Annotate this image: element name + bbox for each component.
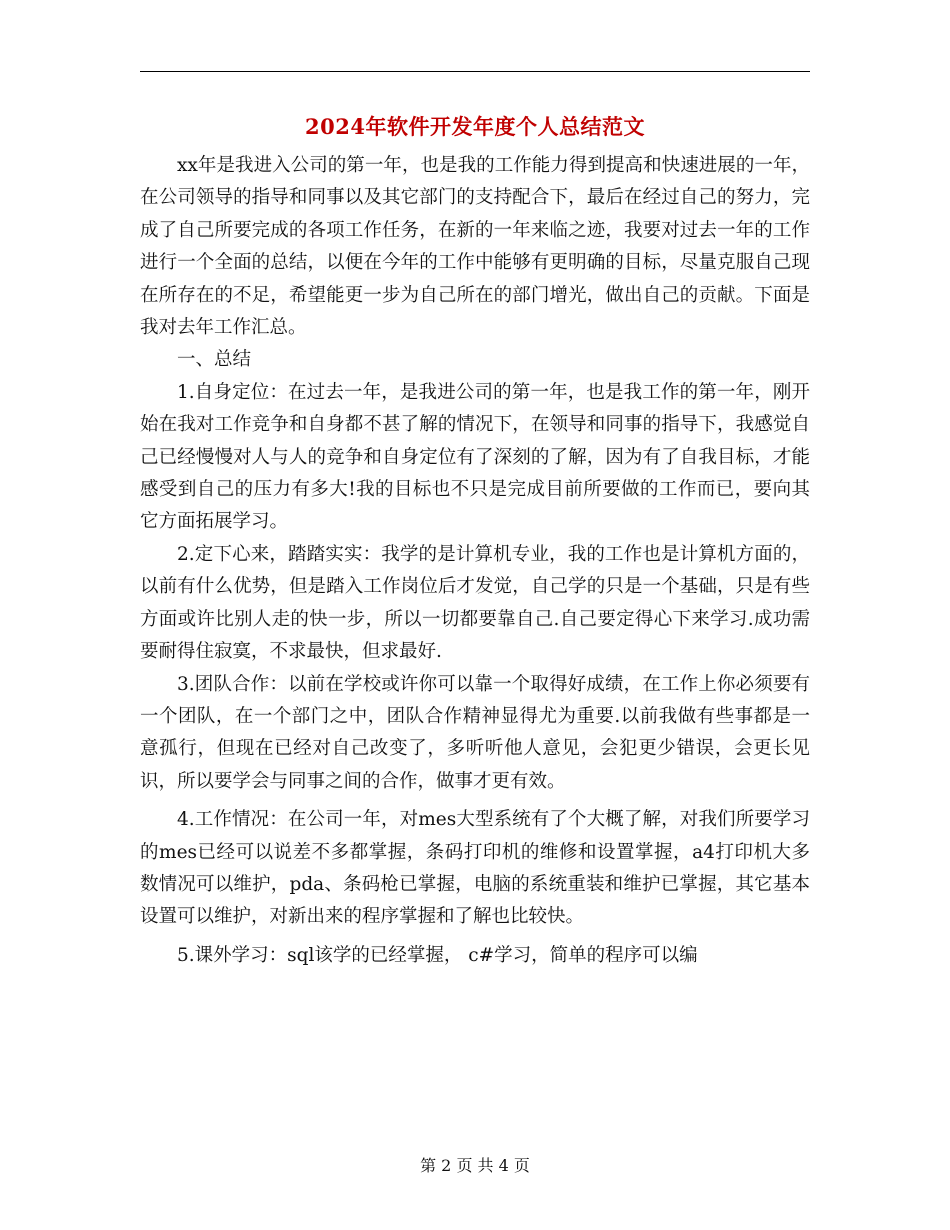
paragraph-extracurricular: 5.课外学习：sql该学的已经掌握， c#学习，简单的程序可以编 — [177, 944, 698, 966]
header-rule — [140, 71, 810, 72]
paragraph-self-positioning: 1.自身定位：在过去一年，是我进公司的第一年，也是我工作的第一年，刚开始在我对工作竞争和自身都不甚了解的情况下，在领导和同事的指导下，我感觉自己已经慢慢对人与人的竞争和自身定位有了深刻的了解，因为有了自我目标，才能感受到自己的压力有多大!我的目标也不只是完成目前所要做的工作而已，要向其它方面拓展学习。 — [140, 381, 811, 533]
paragraph-teamwork: 3.团队合作：以前在学校或许你可以靠一个取得好成绩，在工作上你必须要有一个团队，在一个部门之中，团队合作精神显得尤为重要.以前我做有些事都是一意孤行，但现在已经对自己改变了，多听听他人意见，会犯更少错误，会更长见识，所以要学会与同事之间的合作，做事才更有效。 — [140, 673, 810, 792]
page-number-label: 第 2 页 共 4 页 — [420, 1156, 530, 1175]
document-title: 2024年软件开发年度个人总结范文 — [305, 114, 645, 139]
paragraph-steady-work: 2.定下心来，踏踏实实：我学的是计算机专业，我的工作也是计算机方面的，以前有什么优势，但是踏入工作岗位后才发觉，自己学的只是一个基础，只是有些方面或许比别人走的快一步，所以一切都要靠自己.自己要定得心下来学习.成功需要耐得住寂寞，不求最快，但求最好. — [140, 543, 810, 663]
section-heading-summary: 一、总结 — [177, 349, 252, 371]
document-body — [140, 150, 810, 972]
paragraph-intro: xx年是我进入公司的第一年，也是我的工作能力得到提高和快速进展的一年，在公司领导的指导和同事以及其它部门的支持配合下，最后在经过自己的努力，完成了自己所要完成的各项工作任务，在新的一年来临之迹，我要对过去一年的工作进行一个全面的总结，以便在今年的工作中能够有更明确的目标，尽量克服自己现在所存在的不足，希望能更一步为自己所在的部门增光，做出自己的贡献。下面是我对去年工作汇总。 — [140, 155, 810, 339]
paragraph-work-status: 4.工作情况：在公司一年，对mes大型系统有了个大概了解，对我们所要学习的mes已经可以说差不多都掌握，条码打印机的维修和设置掌握，a4打印机大多数情况可以维护，pda、条码枪已掌握，电脑的系统重装和维护已掌握，其它基本设置可以维护，对新出来的程序掌握和了解也比较快。 — [140, 809, 810, 928]
page-footer — [0, 1154, 950, 1178]
